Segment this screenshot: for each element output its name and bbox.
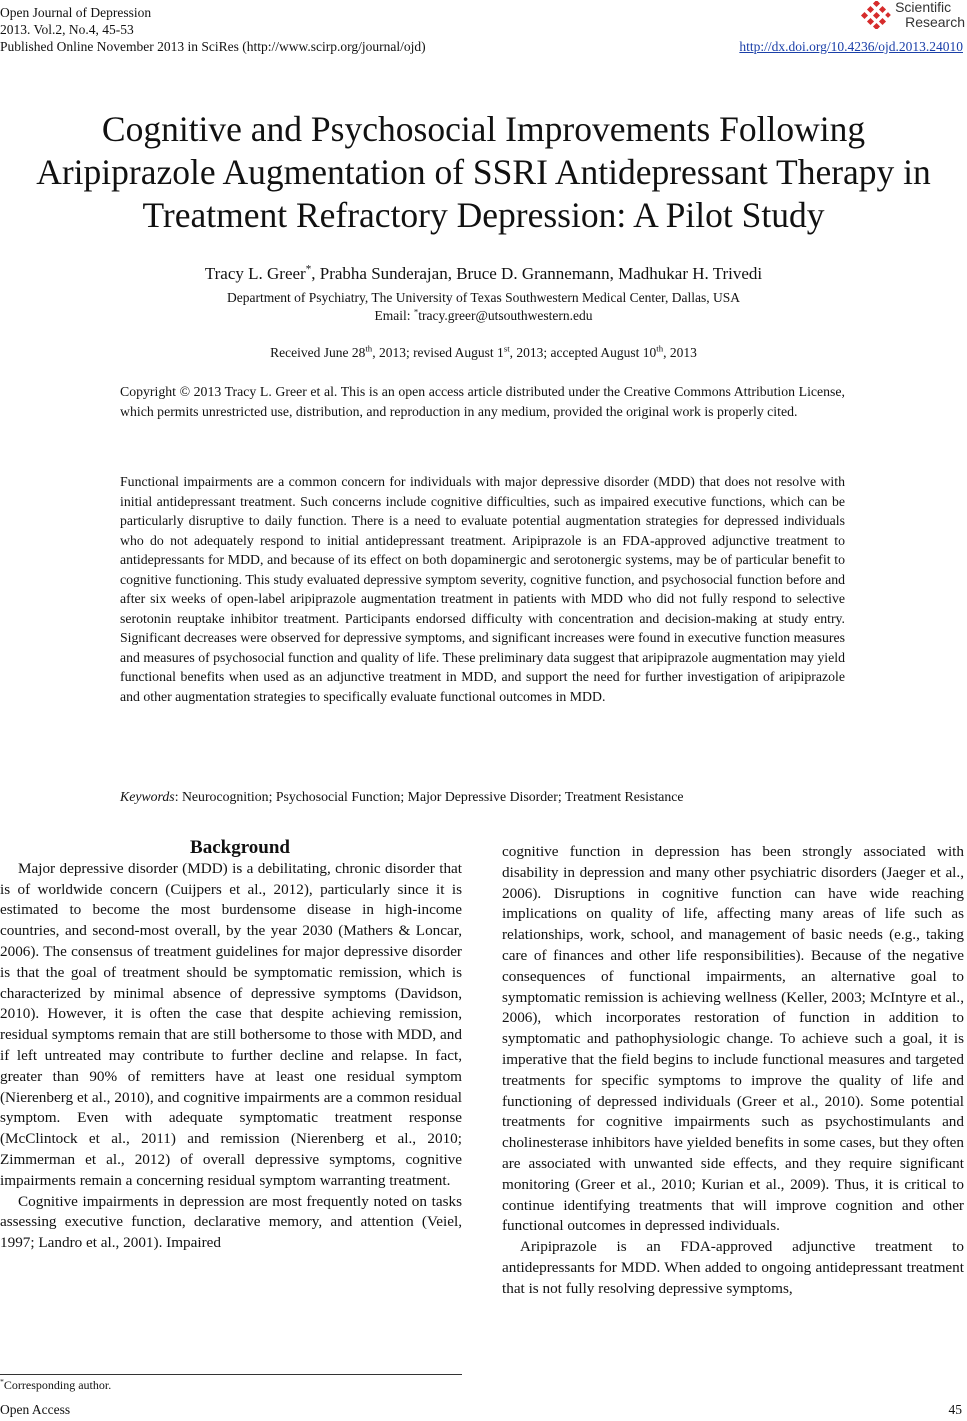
received-sup: th	[365, 343, 373, 354]
corresponding-mark: *	[305, 263, 312, 276]
revised-date: , 2013; revised August 1	[372, 345, 504, 360]
email-line	[0, 308, 967, 324]
right-paragraph-1: cognitive function in depression has been strongly associated with disability in depression and many other psychiatric disorders (Jaeger et al., 2006). Disruptions in cognitive function can have wide reaching implications on quality of life, affecting many areas of life such as relationships, work, school, and management of basic needs (e.g., taking care of finances and other life responsibilities). Because of the negative consequences of functional impairments, an alternative goal to symptomatic remission is achieving wellness (Keller, 2003; McIntyre et al., 2006), which incorporates restoration of function in addition to symptomatic and pathophysiologic change. To achieve such a goal, it is imperative that the field begins to include functional measures and targeted treatments for specific symptoms to improve the quality of life and functioning of depressed individuals (Greer et al., 2010). Some potential treatments for cognitive impairments such as psychostimulants and cholinesterase inhibitors have yielded benefits in some cases, but they often are associated with unwanted side effects, and they require significant monitoring (Greer et al., 2010; Kurian et al., 2009). Thus, it is critical to continue identifying treatments that will improve cognition and other functional outcomes in depressed individuals.	[502, 843, 964, 1235]
logo-line-2: Research	[905, 14, 965, 30]
accepted-sup: th	[656, 343, 664, 354]
abstract: Functional impairments are a common concern for individuals with major depressive disorder (MDD) that does not resolve with initial antidepressant treatment. Such concerns include cognitive difficulties, such as impaired executive functions, which can be particularly disruptive to daily function. There is a need to evaluate potential augmentation strategies for depressed individuals who do not adequately respond to initial antidepressant treatment. Aripiprazole is an FDA-approved adjunctive treatment to antidepressants for MDD, and because of its effect on both dopaminergic and serotonergic systems, may be of particular benefit to cognitive functioning. This study evaluated depressive symptom severity, cognitive function, and psychosocial function before and after six weeks of open-label aripiprazole augmentation treatment in patients with MDD who did not fully respond to selective serotonin reuptake inhibitor treatment. Participants endorsed difficulty with concentration and decision-making at study entry. Significant decreases were observed for depressive symptoms, and significant increases were found in executive function measures and measures of psychosocial function and quality of life. These preliminary data suggest that aripiprazole augmentation may yield functional benefits when used as an adjunctive treatment in MDD, and support the need for further investigation of aripiprazole and other augmentation strategies to specifically evaluate functional outcomes in MDD.	[120, 474, 845, 704]
title-line-2: Aripiprazole Augmentation of SSRI Antidepressant Therapy in	[36, 152, 931, 192]
copyright-notice: Copyright © 2013 Tracy L. Greer et al. This is an open access article distributed under the Creative Commons Attribution License, which permits unrestricted use, distribution, and reproduction in any medium, provided the original work is properly cited.	[120, 384, 845, 419]
keywords	[120, 787, 845, 807]
affiliation: Department of Psychiatry, The University of Texas Southwestern Medical Center, Dallas, USA	[226, 290, 741, 305]
journal-name: Open Journal of Depression	[0, 5, 152, 20]
submission-dates	[0, 345, 967, 361]
journal-volume: 2013. Vol.2, No.4, 45-53	[0, 22, 134, 37]
left-paragraph-1: Major depressive disorder (MDD) is a debilitating, chronic disorder that is of worldwide concern (Cuijpers et al., 2012), particularly since it is estimated to become the most burdensome disease in high-income countries, and second-most overall, by the year 2030 (Mathers & Loncar, 2006). The consensus of treatment guidelines for major depressive disorder is that the goal of treatment should be symptomatic remission, which is characterized by minimal absence of depressive symptoms (Davidson, 2010). However, it is often the case that despite achieving remission, residual symptoms remain that are still bothersome to those with MDD, and if left untreated may contribute to further decline and relapse. In fact, greater than 90% of remitters have at least one residual symptom (Nierenberg et al., 2010), and cognitive impairments are a common residual symptom. Even with adequate symptomatic treatment response (McClintock et al., 2011) and remission (Nierenberg et al., 2010; Zimmerman et al., 2012) of overall depressive symptoms, cognitive impairments remain a concerning residual symptom warranting treatment.	[0, 859, 462, 1189]
right-column	[502, 842, 964, 1300]
left-paragraph-2: Cognitive impairments in depression are most frequently noted on tasks assessing executive function, declarative memory, and attention (Veiel, 1997; Landro et al., 2001). Impaired	[0, 1192, 462, 1252]
email-label: Email:	[374, 308, 414, 323]
title-line-3: Treatment Refractory Depression: A Pilot Study	[142, 195, 825, 235]
author-list	[0, 264, 967, 284]
email-mark: *	[413, 306, 419, 317]
first-author: Tracy L. Greer	[204, 264, 306, 283]
running-header	[0, 4, 426, 55]
scientific-research-logo-icon	[858, 1, 892, 29]
paper-title	[0, 108, 967, 237]
email-address[interactable]: tracy.greer@utsouthwestern.edu	[418, 308, 593, 323]
logo-wordmark	[895, 0, 965, 30]
doi-link[interactable]: http://dx.doi.org/10.4236/ojd.2013.24010	[739, 39, 963, 54]
footnote-text: Corresponding author.	[3, 1378, 112, 1392]
received-date: Received June 28	[270, 345, 366, 360]
footnote-mark: *	[0, 1377, 4, 1386]
page-number: 45	[948, 1402, 962, 1417]
keywords-text: : Neurocognition; Psychosocial Function; Major Depressive Disorder; Treatment Resistance	[174, 789, 684, 804]
section-heading-background: Background	[190, 837, 290, 858]
footer-open-access: Open Access	[0, 1402, 71, 1417]
footnote-divider	[0, 1374, 462, 1375]
publication-info: Published Online November 2013 in SciRes (http://www.scirp.org/journal/ojd)	[0, 39, 426, 54]
footnote	[0, 1378, 111, 1393]
logo-line-1: Scientific	[895, 0, 952, 15]
revised-sup: st	[503, 343, 510, 354]
publisher-logo	[858, 0, 965, 30]
accepted-date: , 2013; accepted August 10	[509, 345, 657, 360]
title-line-1: Cognitive and Psychosocial Improvements Following	[101, 109, 866, 149]
dates-year: , 2013	[663, 345, 697, 360]
left-column	[0, 838, 462, 1254]
keywords-label: Keywords	[120, 789, 175, 804]
right-paragraph-2: Aripiprazole is an FDA-approved adjunctive treatment to antidepressants for MDD. When added to ongoing antidepressant treatment that is not fully resolving depressive symptoms,	[502, 1238, 964, 1297]
other-authors: , Prabha Sunderajan, Bruce D. Grannemann, Madhukar H. Trivedi	[311, 264, 763, 283]
